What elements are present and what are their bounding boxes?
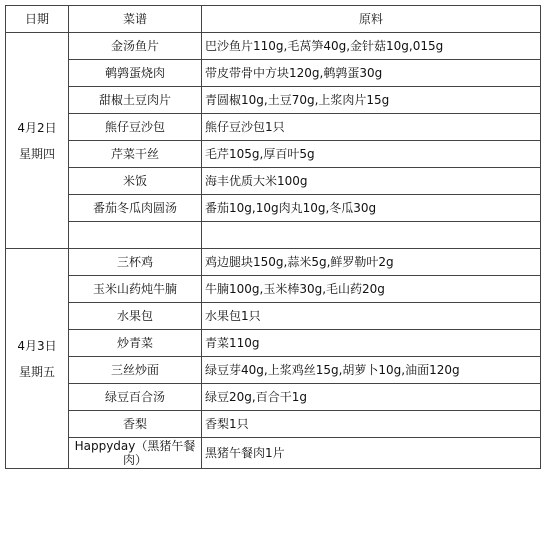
ingredients-cell: 青菜110g [202,330,541,357]
date-cell [6,33,69,249]
dish-cell: 绿豆百合汤 [69,384,202,411]
table-row [6,438,541,469]
dish-cell: 玉米山药炖牛腩 [69,276,202,303]
dish-cell [69,222,202,249]
ingredients-cell: 鸡边腿块150g,蒜米5g,鲜罗勒叶2g [202,249,541,276]
table-row [6,114,541,141]
ingredients-cell: 毛芹105g,厚百叶5g [202,141,541,168]
date-label: 4月3日 [17,338,57,353]
table-row [6,411,541,438]
table-row [6,384,541,411]
table-row [6,87,541,114]
ingredients-cell: 绿豆芽40g,上浆鸡丝15g,胡萝卜10g,油面120g [202,357,541,384]
date-label: 4月2日 [17,120,57,135]
dish-cell: 鹌鹑蛋烧肉 [69,60,202,87]
dish-cell: 三杯鸡 [69,249,202,276]
ingredients-cell: 香梨1只 [202,411,541,438]
dish-cell: 水果包 [69,303,202,330]
weekday-label: 星期五 [18,364,55,379]
ingredients-cell: 牛腩100g,玉米棒30g,毛山药20g [202,276,541,303]
table-row [6,276,541,303]
table-row [6,141,541,168]
dish-cell: 炒青菜 [69,330,202,357]
table-row [6,249,541,276]
dish-cell: 香梨 [69,411,202,438]
ingredients-cell [202,222,541,249]
ingredients-cell: 番茄10g,10g肉丸10g,冬瓜30g [202,195,541,222]
menu-body [6,33,541,469]
dish-cell: 芹菜干丝 [69,141,202,168]
dish-cell: Happyday（黑猪午餐肉） [69,438,202,469]
ingredients-cell: 黑猪午餐肉1片 [202,438,541,469]
dish-cell: 番茄冬瓜肉圆汤 [69,195,202,222]
table-row [6,60,541,87]
ingredients-cell: 熊仔豆沙包1只 [202,114,541,141]
table-row [6,357,541,384]
ingredients-cell: 海丰优质大米100g [202,168,541,195]
header-dish: 菜谱 [69,6,202,33]
ingredients-cell: 绿豆20g,百合干1g [202,384,541,411]
table-row [6,222,541,249]
table-row [6,330,541,357]
table-row [6,33,541,60]
ingredients-cell: 巴沙鱼片110g,毛莴笋40g,金针菇10g,015g [202,33,541,60]
dish-cell: 熊仔豆沙包 [69,114,202,141]
table-row [6,195,541,222]
header-ingredients: 原料 [202,6,541,33]
header-row [6,6,541,33]
ingredients-cell: 水果包1只 [202,303,541,330]
dish-cell: 三丝炒面 [69,357,202,384]
dish-cell: 金汤鱼片 [69,33,202,60]
table-row [6,168,541,195]
ingredients-cell: 青圆椒10g,土豆70g,上浆肉片15g [202,87,541,114]
date-cell [6,249,69,469]
ingredients-cell: 带皮带骨中方块120g,鹌鹑蛋30g [202,60,541,87]
header-date: 日期 [6,6,69,33]
table-row [6,303,541,330]
dish-cell: 米饭 [69,168,202,195]
weekday-label: 星期四 [18,146,55,161]
menu-table [5,5,541,469]
dish-cell: 甜椒土豆肉片 [69,87,202,114]
